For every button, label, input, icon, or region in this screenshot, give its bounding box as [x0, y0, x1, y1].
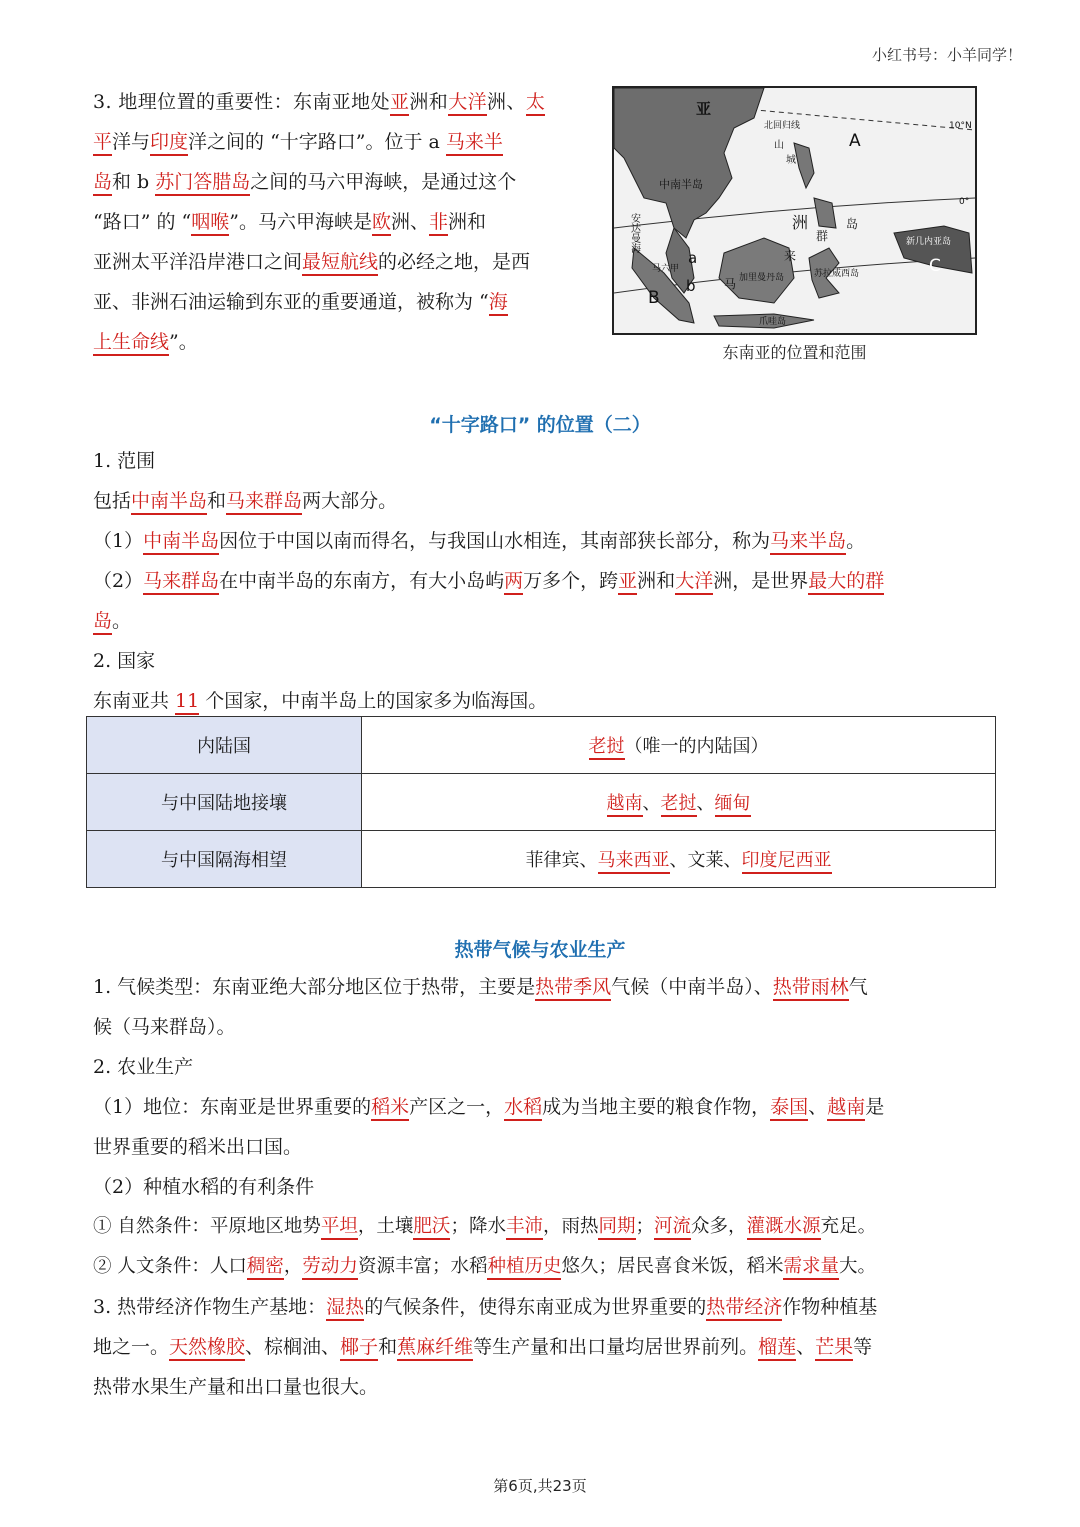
answer: 非 — [429, 211, 448, 236]
intro-line-1 — [93, 82, 603, 122]
map-label-ma: 马 — [724, 277, 737, 291]
table-cell — [362, 774, 996, 831]
answer: 热带季风 — [535, 976, 611, 1001]
answer: 湿热 — [326, 1296, 364, 1321]
agri-heading: 2. 农业生产 — [93, 1056, 194, 1078]
text: 洋与 — [112, 131, 151, 153]
map-label-zhuawa: 爪哇岛 — [759, 317, 787, 327]
text: （唯一的内陆国） — [624, 736, 769, 757]
map-label-xinjineiya: 新几内亚岛 — [906, 237, 952, 247]
answer: 平坦 — [321, 1216, 358, 1240]
agri-status-line-b: 世界重要的稻米出口国。 — [93, 1136, 303, 1158]
answer: 欧 — [372, 211, 391, 236]
text: ；降水 — [450, 1216, 506, 1237]
text: ， — [283, 1256, 303, 1277]
answer: 灌溉水源 — [747, 1216, 821, 1240]
text: 作物种植基 — [782, 1296, 878, 1318]
answer: 蕉麻纤维 — [397, 1336, 473, 1361]
text: 资源丰富；水稻 — [357, 1256, 488, 1277]
text: 。 — [846, 530, 866, 552]
answer: 需求量 — [783, 1256, 839, 1280]
text: 的气候条件，使得东南亚成为世界重要的 — [364, 1296, 707, 1318]
answer: 11 — [175, 690, 199, 715]
text: 、棕榈油、 — [245, 1336, 341, 1358]
answer: 稻米 — [371, 1096, 409, 1121]
text: ； — [635, 1216, 655, 1237]
text: “路口” 的 “ — [93, 211, 192, 233]
text: 1. 气候类型：东南亚绝大部分地区位于热带，主要是 — [93, 976, 536, 998]
text: 洲，是世界 — [713, 570, 809, 592]
answer: 平 — [93, 131, 112, 156]
text: 、 — [808, 1096, 828, 1118]
text: 个国家，中南半岛上的国家多为临海国。 — [199, 690, 548, 712]
map-label-jiali: 加里曼丹岛 — [739, 273, 785, 283]
text: 洲和 — [448, 211, 487, 233]
text: 众多， — [691, 1216, 747, 1237]
text: ① 自然条件：平原地区地势 — [93, 1216, 321, 1237]
text: 洲和 — [637, 570, 676, 592]
map-label-B: B — [648, 288, 660, 308]
answer: 印度尼西亚 — [742, 850, 832, 874]
text: 等 — [853, 1336, 873, 1358]
answer: 越南 — [827, 1096, 865, 1121]
baokuo-line — [93, 481, 397, 521]
watermark: 小红书号：小羊同学！ — [871, 46, 1022, 64]
intro-line-6 — [93, 282, 603, 322]
subheading-guojia: 2. 国家 — [93, 650, 156, 672]
table-cell — [362, 831, 996, 888]
answer: 大洋 — [675, 570, 713, 595]
map-drawing — [614, 88, 975, 333]
cash-crops-line-2 — [93, 1327, 872, 1367]
map-label-cheng: 城 — [786, 155, 796, 166]
text: 东南亚共 — [93, 690, 176, 712]
map-caption: 东南亚的位置和范围 — [722, 343, 867, 362]
map-label-asia: 亚 — [696, 100, 712, 118]
text: 产区之一， — [409, 1096, 505, 1118]
answer: 劳动力 — [302, 1256, 358, 1280]
table-row — [87, 774, 996, 831]
text: 亚、非洲石油运输到东亚的重要通道，被称为 “ — [93, 291, 489, 313]
answer: 马来群岛 — [226, 490, 302, 515]
text: ② 人文条件：人口 — [93, 1256, 247, 1277]
table-row — [87, 717, 996, 774]
climate-line-2: 候（马来群岛）。 — [93, 1016, 236, 1038]
text: 亚洲太平洋沿岸港口之间 — [93, 251, 303, 273]
answer: 老挝 — [661, 793, 697, 817]
text: 之间的马六甲海峡，是通过这个 — [250, 171, 517, 193]
map-label-0: 0° — [959, 197, 970, 207]
climate-line-1 — [93, 967, 868, 1007]
answer: 稠密 — [247, 1256, 284, 1280]
section-title-crossroads: “十字路口” 的位置（二） — [429, 414, 651, 436]
answer: 椰子 — [340, 1336, 378, 1361]
answer: 太 — [526, 91, 545, 116]
answer: 马来西亚 — [598, 850, 670, 874]
map-label-suwei: 苏拉威西岛 — [814, 269, 860, 279]
text: 大。 — [839, 1256, 877, 1277]
answer: 亚 — [390, 91, 409, 116]
text: 3. 热带经济作物生产基地： — [93, 1296, 327, 1318]
text: 和 — [207, 490, 227, 512]
map-label-zhou: 洲 — [792, 213, 809, 232]
answer: 岛 — [93, 610, 112, 635]
text: 、 — [796, 1336, 816, 1358]
text: 因位于中国以南而得名，与我国山水相连，其南部狭长部分，称为 — [219, 530, 771, 552]
answer: 芒果 — [815, 1336, 853, 1361]
answer: 海 — [489, 291, 508, 316]
text: ，土壤 — [357, 1216, 414, 1237]
table-cell — [362, 717, 996, 774]
answer: 岛 — [93, 171, 112, 196]
map-label-maliujia: 马六甲 — [652, 264, 680, 274]
table-head-cell: 与中国隔海相望 — [87, 831, 362, 888]
country-count-line — [93, 681, 547, 721]
map-label-dao: 岛 — [846, 217, 859, 231]
conditions-heading: （2）种植水稻的有利条件 — [93, 1176, 315, 1198]
map-label-A: A — [849, 131, 861, 151]
map-label-tropic: 北回归线 — [764, 121, 801, 131]
point-2-line — [93, 561, 884, 601]
text: 万多个，跨 — [523, 570, 619, 592]
answer: 泰国 — [770, 1096, 808, 1121]
map-label-C: C — [929, 256, 941, 276]
cash-crops-line-1 — [93, 1287, 877, 1327]
map-label-a: a — [688, 249, 698, 267]
text: 和 — [378, 1336, 398, 1358]
human-conditions-line — [93, 1247, 876, 1287]
text: 两大部分。 — [302, 490, 398, 512]
text: 洲和 — [409, 91, 449, 113]
text: 充足。 — [820, 1216, 877, 1237]
text: （1）地位：东南亚是世界重要的 — [93, 1096, 372, 1118]
map-label-b: b — [686, 277, 696, 295]
answer: 大洋 — [448, 91, 487, 116]
answer: 种植历史 — [487, 1256, 561, 1280]
table-head-cell: 内陆国 — [87, 717, 362, 774]
answer: 老挝 — [589, 736, 625, 760]
text: 和 b — [112, 171, 156, 193]
intro-line-5 — [93, 242, 603, 282]
page-number: 第6页,共23页 — [493, 1477, 587, 1495]
text: 的必经之地，是西 — [378, 251, 531, 273]
text: 菲律宾、 — [525, 850, 598, 871]
answer: 上生命线 — [93, 331, 169, 356]
answer: 榴莲 — [758, 1336, 796, 1361]
answer: 马来群岛 — [143, 570, 219, 595]
intro-line-3 — [93, 162, 603, 202]
text: （2） — [93, 570, 144, 592]
countries-table — [86, 716, 996, 888]
answer: 马来半 — [446, 131, 503, 156]
answer: 中南半岛 — [143, 530, 219, 555]
text: 。 — [112, 610, 132, 632]
text: 地之一。 — [93, 1336, 170, 1358]
answer: 同期 — [598, 1216, 635, 1240]
intro-line-2 — [93, 122, 603, 162]
text: 包括 — [93, 490, 132, 512]
text: 、 — [696, 793, 715, 814]
answer: 两 — [504, 570, 523, 595]
section-title-climate: 热带气候与农业生产 — [454, 939, 626, 961]
text: 洋之间的 “十字路口”。位于 a — [188, 131, 446, 153]
text: 、文莱、 — [669, 850, 742, 871]
answer: 河流 — [654, 1216, 691, 1240]
map-label-andaman: 安达曼海 — [628, 213, 640, 253]
answer: 丰沛 — [506, 1216, 543, 1240]
cash-crops-line-3: 热带水果生产量和出口量也很大。 — [93, 1376, 379, 1398]
text: 3. 地理位置的重要性：东南亚地处 — [93, 91, 390, 113]
southeast-asia-map — [612, 86, 977, 335]
answer: 越南 — [607, 793, 643, 817]
answer: 天然橡胶 — [169, 1336, 245, 1361]
text: （1） — [93, 530, 144, 552]
text: 气候（中南半岛）、 — [611, 976, 773, 998]
text: 悠久；居民喜食米饭，稻米 — [561, 1256, 784, 1277]
answer: 最大的群 — [808, 570, 884, 595]
text: 是 — [865, 1096, 885, 1118]
table-row — [87, 831, 996, 888]
text: 气 — [848, 976, 868, 998]
intro-line-4 — [93, 202, 603, 242]
map-label-zhongnan: 中南半岛 — [659, 178, 703, 191]
answer: 最短航线 — [302, 251, 378, 276]
map-label-lai: 来 — [784, 249, 797, 263]
natural-conditions-line — [93, 1207, 876, 1247]
borneo-shape — [719, 238, 797, 303]
answer: 热带雨林 — [773, 976, 849, 1001]
text: 洲、 — [390, 211, 429, 233]
map-label-qun: 群 — [816, 229, 829, 243]
point-2-line-b — [93, 601, 131, 641]
answer: 苏门答腊岛 — [155, 171, 250, 196]
text: 在中南半岛的东南方，有大小岛屿 — [219, 570, 505, 592]
text: ”。马六甲海峡是 — [229, 211, 372, 233]
answer: 马来半岛 — [770, 530, 846, 555]
table-head-cell: 与中国陆地接壤 — [87, 774, 362, 831]
map-label-10n: 10°N — [949, 121, 972, 131]
text: 洲、 — [487, 91, 526, 113]
answer: 水稻 — [504, 1096, 542, 1121]
subheading-fanwei: 1. 范围 — [93, 450, 156, 472]
answer: 印度 — [150, 131, 188, 156]
map-label-shan: 山 — [774, 140, 784, 151]
answer: 中南半岛 — [131, 490, 207, 515]
answer: 肥沃 — [413, 1216, 450, 1240]
intro-line-7 — [93, 322, 603, 362]
text: ，雨热 — [542, 1216, 599, 1237]
answer: 咽喉 — [191, 211, 229, 236]
answer: 亚 — [618, 570, 637, 595]
text: 、 — [642, 793, 661, 814]
agri-status-line — [93, 1087, 884, 1127]
text: ”。 — [169, 331, 198, 353]
answer: 热带经济 — [706, 1296, 782, 1321]
text: 等生产量和出口量均居世界前列。 — [473, 1336, 759, 1358]
point-1-line — [93, 521, 865, 561]
text: 成为当地主要的粮食作物， — [542, 1096, 771, 1118]
answer: 缅甸 — [715, 793, 751, 817]
